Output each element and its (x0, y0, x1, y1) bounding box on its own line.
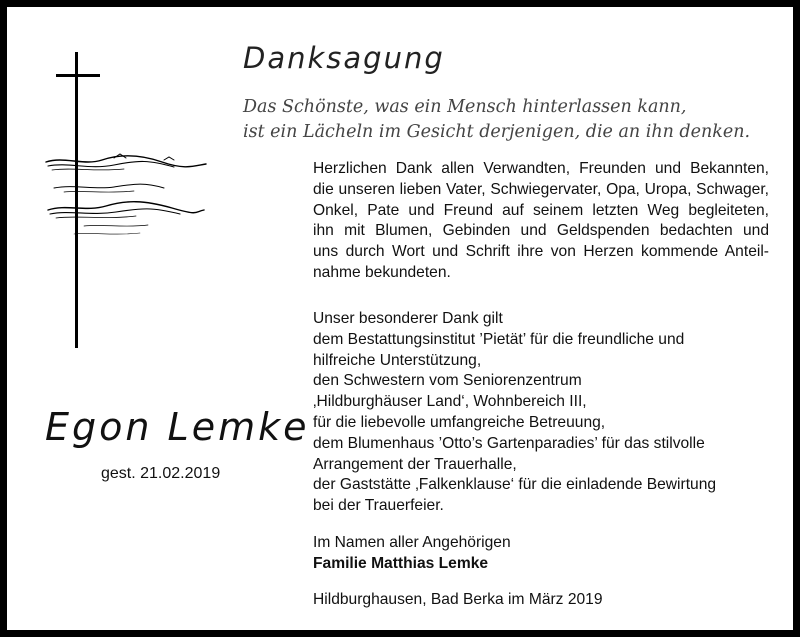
text-line: uns durch Wort und Schrift ihre von Herzen kommende Anteil- (313, 243, 769, 261)
text-line: der Gaststätte ‚Falkenklause‘ für die einladende Bewirtung (313, 476, 717, 494)
text-line: dem Blumenhaus ’Otto’s Gartenparadies’ für das stilvolle (313, 434, 705, 452)
quote-line: Das Schönste, was ein Mensch hinterlassen kann, (243, 97, 687, 117)
text-line: ‚Hildburghäuser Land‘, Wohnbereich III, (313, 393, 587, 411)
landscape-sketch-icon (44, 152, 210, 248)
closing (313, 533, 511, 575)
text-line: ihn mit Blumen, Gebinden und Geldspenden bedachten und (313, 222, 769, 240)
text-line: bei der Trauerfeier. (313, 497, 444, 515)
quote (243, 95, 783, 145)
place-date: Hildburghausen, Bad Berka im März 2019 (313, 591, 603, 608)
cross-icon-bar (56, 74, 100, 77)
text-line: Onkel, Pate und Freund auf seinem letzten Weg begleiteten, (313, 201, 769, 219)
deceased-name: Egon Lemke (45, 405, 310, 449)
special-thanks (313, 309, 716, 517)
text-line: Unser besonderer Dank gilt (313, 310, 503, 327)
page-title: Danksagung (243, 41, 445, 75)
quote-line: ist ein Lächeln im Gesicht derjenigen, die an ihn denken. (243, 122, 751, 142)
text-line: für die liebevolle umfangreiche Betreuung, (313, 413, 606, 431)
death-date: gest. 21.02.2019 (101, 465, 221, 482)
text-line: hilfreiche Unterstützung, (313, 351, 482, 369)
text-line: Herzlichen Dank allen Verwandten, Freunden und Bekannten, (313, 160, 769, 177)
text-line: die unseren lieben Vater, Schwiegervater, Opa, Uropa, Schwager, (313, 180, 769, 198)
family-name: Familie Matthias Lemke (313, 554, 489, 572)
text-line: den Schwestern vom Seniorenzentrum (313, 372, 582, 390)
closing-line: Im Namen aller Angehörigen (313, 534, 511, 551)
text-line: Arrangement der Trauerhalle, (313, 455, 517, 473)
thanks-paragraph (313, 159, 769, 284)
text-line: dem Bestattungsinstitut ’Pietät’ für die freundliche und (313, 330, 685, 348)
text-line: nahme bekundeten. (313, 263, 451, 281)
